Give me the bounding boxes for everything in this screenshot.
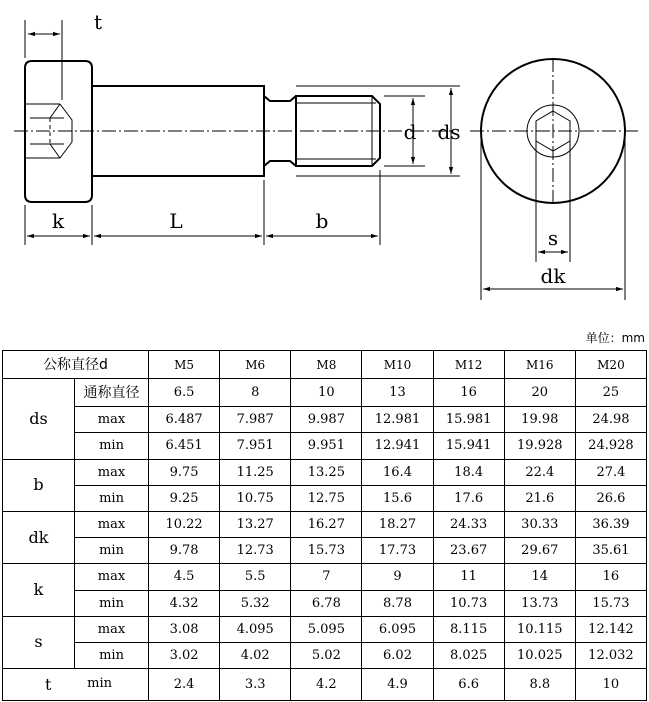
- value-cell: 5.5: [220, 564, 291, 590]
- shoulder-screw-drawing: [0, 0, 649, 330]
- value-cell: 9.951: [291, 433, 362, 459]
- value-cell: 26.6: [575, 485, 646, 511]
- min-label: min: [75, 642, 149, 668]
- value-cell: 15.981: [433, 407, 504, 433]
- max-label: max: [75, 564, 149, 590]
- value-cell: 10.73: [433, 590, 504, 616]
- value-cell: 21.6: [504, 485, 575, 511]
- value-cell: 4.32: [149, 590, 220, 616]
- value-cell: 24.98: [575, 407, 646, 433]
- value-cell: 5.02: [291, 642, 362, 668]
- symbol-cell: k: [3, 564, 75, 616]
- value-cell: 3.3: [220, 669, 291, 701]
- value-cell: 13.25: [291, 459, 362, 485]
- size-header: M20: [575, 351, 646, 379]
- value-cell: 17.73: [362, 538, 433, 564]
- value-cell: 35.61: [575, 538, 646, 564]
- value-cell: 4.5: [149, 564, 220, 590]
- dim-label-d: d: [403, 120, 417, 144]
- table-row: [3, 459, 647, 485]
- value-cell: 4.9: [362, 669, 433, 701]
- value-cell: 8.025: [433, 642, 504, 668]
- min-label: min: [75, 538, 149, 564]
- value-cell: 9.75: [149, 459, 220, 485]
- dim-label-dk: dk: [540, 264, 566, 288]
- value-cell: 16: [575, 564, 646, 590]
- value-cell: 25: [575, 379, 646, 407]
- value-cell: 12.941: [362, 433, 433, 459]
- value-cell: 36.39: [575, 511, 646, 537]
- table-row: [3, 616, 647, 642]
- value-cell: 12.142: [575, 616, 646, 642]
- value-cell: 12.73: [220, 538, 291, 564]
- table-row: [3, 379, 647, 407]
- value-cell: 7.951: [220, 433, 291, 459]
- dim-label-t: t: [93, 10, 103, 34]
- table-row: [3, 485, 647, 511]
- header-label: 公称直径d: [3, 351, 149, 379]
- symbol-cell: b: [3, 459, 75, 511]
- size-header: M8: [291, 351, 362, 379]
- value-cell: 5.095: [291, 616, 362, 642]
- value-cell: 14: [504, 564, 575, 590]
- header-row: [3, 351, 647, 379]
- value-cell: 4.2: [291, 669, 362, 701]
- value-cell: 7: [291, 564, 362, 590]
- size-header: M6: [220, 351, 291, 379]
- value-cell: 24.928: [575, 433, 646, 459]
- value-cell: 2.4: [149, 669, 220, 701]
- size-header: M10: [362, 351, 433, 379]
- dim-label-ds: ds: [437, 120, 461, 144]
- symbol-cell: ds: [3, 379, 75, 459]
- value-cell: 10.22: [149, 511, 220, 537]
- value-cell: 16.27: [291, 511, 362, 537]
- symbol-cell: dk: [3, 511, 75, 563]
- value-cell: 10.025: [504, 642, 575, 668]
- dim-label-L: L: [169, 209, 183, 233]
- spec-table: [2, 350, 647, 701]
- t-min-label: min: [87, 675, 113, 691]
- value-cell: 8.8: [504, 669, 575, 701]
- value-cell: 9.78: [149, 538, 220, 564]
- nominal-label: 通称直径: [75, 379, 149, 407]
- value-cell: 6.5: [149, 379, 220, 407]
- value-cell: 10: [575, 669, 646, 701]
- value-cell: 12.75: [291, 485, 362, 511]
- value-cell: 10: [291, 379, 362, 407]
- value-cell: 22.4: [504, 459, 575, 485]
- value-cell: 6.451: [149, 433, 220, 459]
- value-cell: 4.095: [220, 616, 291, 642]
- value-cell: 19.928: [504, 433, 575, 459]
- table-row: [3, 538, 647, 564]
- t-row: [3, 669, 647, 701]
- max-label: max: [75, 459, 149, 485]
- value-cell: 27.4: [575, 459, 646, 485]
- value-cell: 19.98: [504, 407, 575, 433]
- dim-label-s: s: [547, 226, 559, 250]
- table-row: [3, 564, 647, 590]
- value-cell: 15.73: [291, 538, 362, 564]
- value-cell: 13.73: [504, 590, 575, 616]
- value-cell: 24.33: [433, 511, 504, 537]
- value-cell: 10.115: [504, 616, 575, 642]
- value-cell: 11.25: [220, 459, 291, 485]
- value-cell: 18.27: [362, 511, 433, 537]
- value-cell: 3.02: [149, 642, 220, 668]
- value-cell: 29.67: [504, 538, 575, 564]
- max-label: max: [75, 407, 149, 433]
- value-cell: 23.67: [433, 538, 504, 564]
- value-cell: 20: [504, 379, 575, 407]
- value-cell: 16: [433, 379, 504, 407]
- min-label: min: [75, 485, 149, 511]
- value-cell: 6.487: [149, 407, 220, 433]
- value-cell: 13.27: [220, 511, 291, 537]
- max-label: max: [75, 511, 149, 537]
- min-label: min: [75, 433, 149, 459]
- value-cell: 8.78: [362, 590, 433, 616]
- value-cell: 13: [362, 379, 433, 407]
- value-cell: 8.115: [433, 616, 504, 642]
- value-cell: 5.32: [220, 590, 291, 616]
- value-cell: 4.02: [220, 642, 291, 668]
- value-cell: 12.981: [362, 407, 433, 433]
- value-cell: 15.73: [575, 590, 646, 616]
- value-cell: 7.987: [220, 407, 291, 433]
- dim-label-b: b: [315, 209, 329, 233]
- symbol-cell: s: [3, 616, 75, 668]
- max-label: max: [75, 616, 149, 642]
- value-cell: 11: [433, 564, 504, 590]
- t-label-line: [3, 674, 148, 694]
- value-cell: 12.032: [575, 642, 646, 668]
- size-header: M12: [433, 351, 504, 379]
- value-cell: 9: [362, 564, 433, 590]
- table-row: [3, 590, 647, 616]
- value-cell: 16.4: [362, 459, 433, 485]
- value-cell: 6.095: [362, 616, 433, 642]
- value-cell: 9.25: [149, 485, 220, 511]
- t-label-cell: [3, 669, 149, 701]
- value-cell: 6.02: [362, 642, 433, 668]
- value-cell: 17.6: [433, 485, 504, 511]
- size-header: M16: [504, 351, 575, 379]
- min-label: min: [75, 590, 149, 616]
- dim-label-k: k: [51, 209, 65, 233]
- value-cell: 3.08: [149, 616, 220, 642]
- value-cell: 6.6: [433, 669, 504, 701]
- value-cell: 10.75: [220, 485, 291, 511]
- table-row: [3, 642, 647, 668]
- value-cell: 15.6: [362, 485, 433, 511]
- value-cell: 18.4: [433, 459, 504, 485]
- value-cell: 30.33: [504, 511, 575, 537]
- table-row: [3, 433, 647, 459]
- value-cell: 8: [220, 379, 291, 407]
- t-symbol: t: [45, 674, 52, 694]
- unit-note: 单位：mm: [585, 331, 645, 345]
- size-header: M5: [149, 351, 220, 379]
- table-row: [3, 511, 647, 537]
- value-cell: 15.941: [433, 433, 504, 459]
- value-cell: 9.987: [291, 407, 362, 433]
- table-row: [3, 407, 647, 433]
- value-cell: 6.78: [291, 590, 362, 616]
